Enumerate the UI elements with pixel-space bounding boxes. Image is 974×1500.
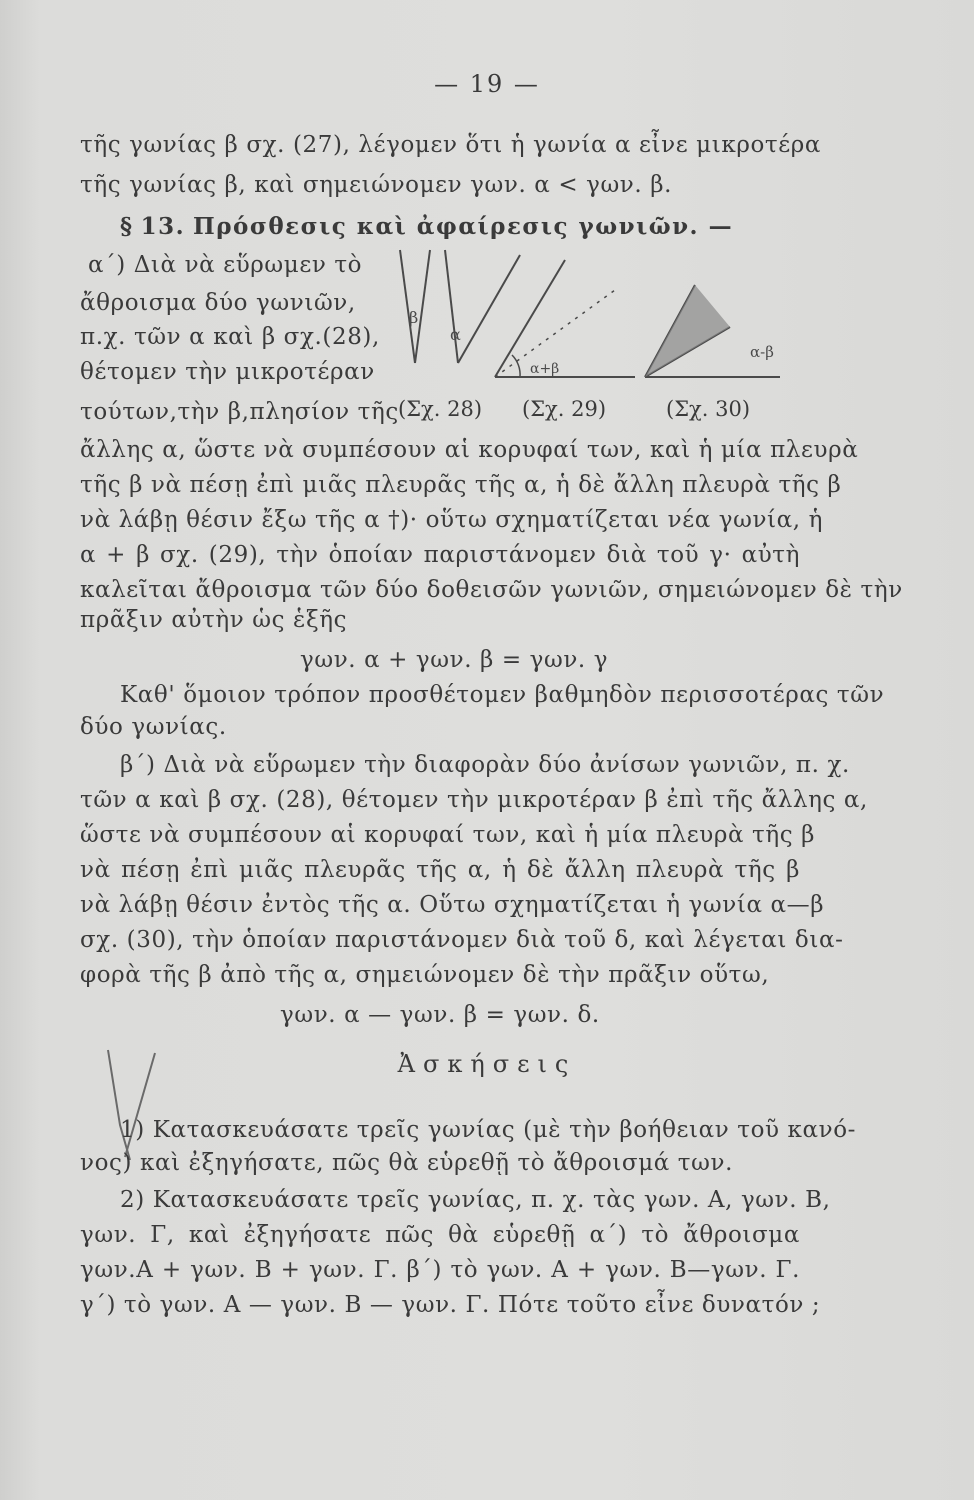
left-col-line: θέτομεν τὴν μικροτέραν [80,359,375,385]
formula-sum: γων. α + γων. β = γων. γ [300,647,609,673]
section-number: 13. [140,213,186,240]
left-col-line: α΄) Διὰ νὰ εὕρωμεν τὸ [88,252,363,278]
fig-label-sum: α+β [530,361,560,377]
text-line: ὥστε νὰ συμπέσουν αἱ κορυφαί των, καὶ ἡ μία πλευρὰ τῆς β [80,822,816,848]
text-line: τῆς γωνίας β, καὶ σημειώνομεν γων. α < γων. β. [80,172,673,198]
fig28-beta-side1 [400,250,415,363]
text-line: πρᾶξιν αὐτὴν ὡς ἑξῆς [80,607,348,633]
fig30-caption: (Σχ. 30) [666,397,751,421]
exercises-title: Ἀσκήσεις [397,1050,577,1078]
exercise-line: 1) Κατασκευάσατε τρεῖς γωνίας (μὲ τὴν βοήθειαν τοῦ κανό- [120,1117,857,1143]
text-line: σχ. (30), τὴν ὁποίαν παριστάνομεν διὰ τοῦ δ, καὶ λέγεται δια- [80,927,844,953]
exercise-line: νος) καὶ ἐξηγήσατε, πῶς θὰ εὑρεθῇ τὸ ἄθροισμά των. [80,1150,733,1176]
text-line: νὰ πέσῃ ἐπὶ μιᾶς πλευρᾶς τῆς α, ἡ δὲ ἄλλη πλευρὰ τῆς β [80,857,800,883]
handwritten-x-mark [100,1045,160,1165]
text-line: τῶν α καὶ β σχ. (28), θέτομεν τὴν μικροτέραν β ἐπὶ τῆς ἄλλης α, [80,787,868,813]
formula-difference: γων. α — γων. β = γων. δ. [280,1002,600,1028]
fig29-arc [512,355,520,377]
text-line: νὰ λάβῃ θέσιν ἔξω τῆς α †)· οὕτω σχηματίζεται νέα γωνία, ἡ [80,507,824,533]
fig28-alpha-side1 [445,250,458,363]
text-line: τῆς β νὰ πέσῃ ἐπὶ μιᾶς πλευρᾶς τῆς α, ἡ δὲ ἄλλη πλευρὰ τῆς β [80,472,842,498]
fig29-side [495,260,565,377]
angle-figures [380,245,820,395]
text-line: ἄλλης α, ὥστε νὰ συμπέσουν αἱ κορυφαί των, καὶ ἡ μία πλευρὰ [80,437,859,463]
text-line: α + β σχ. (29), τὴν ὁποίαν παριστάνομεν διὰ τοῦ γ· αὐτὴ [80,542,800,568]
fig29-caption: (Σχ. 29) [522,397,607,421]
text-line: νὰ λάβῃ θέσιν ἐντὸς τῆς α. Οὕτω σχηματίζεται ἡ γωνία α—β [80,892,825,918]
exercise-line: γων. Γ, καὶ ἐξηγήσατε πῶς θὰ εὑρεθῇ α΄) τὸ ἄθροισμα [80,1222,800,1248]
page-number: — 19 — [434,70,540,98]
text-line: Καθ' ὅμοιον τρόπον προσθέτομεν βαθμηδὸν περισσοτέρας τῶν [120,682,885,708]
text-line: τῆς γωνίας β σχ. (27), λέγομεν ὅτι ἡ γωνία α εἶνε μικροτέρα [80,132,821,158]
fig28-alpha-side2 [458,255,520,363]
text-line: δύο γωνίας. [80,714,227,740]
text-line: φορὰ τῆς β ἀπὸ τῆς α, σημειώνομεν δὲ τὴν πρᾶξιν οὕτω, [80,962,770,988]
section-title: Πρόσθεσις καὶ ἀφαίρεσις γωνιῶν. — [193,213,734,240]
fig28-beta-side2 [415,250,430,363]
fig-label-diff: α-β [750,343,774,361]
left-col-line: π.χ. τῶν α καὶ β σχ.(28), [80,324,380,350]
section-symbol: § [120,213,133,240]
fig-label-beta: β [409,308,419,327]
left-col-line: τούτων,τὴν β,πλησίον τῆς [80,399,399,425]
fig28-caption: (Σχ. 28) [398,397,483,421]
text-line: καλεῖται ἄθροισμα τῶν δύο δοθεισῶν γωνιῶν, σημειώνομεν δὲ τὴν [80,577,903,603]
exercise-line: γων.Α + γων. Β + γων. Γ. β΄) τὸ γων. Α + γων. Β—γων. Γ. [80,1257,800,1283]
text-line: β΄) Διὰ νὰ εὕρωμεν τὴν διαφορὰν δύο ἀνίσων γωνιῶν, π. χ. [120,752,850,778]
section-heading [120,212,800,242]
left-col-line: ἄθροισμα δύο γωνιῶν, [80,290,356,316]
exercise-line: 2) Κατασκευάσατε τρεῖς γωνίας, π. χ. τὰς γων. Α, γων. Β, [120,1187,831,1213]
fig-label-alpha: α [450,325,461,344]
exercise-line: γ΄) τὸ γων. Α — γων. Β — γων. Γ. Πότε τοῦτο εἶνε δυνατόν ; [80,1292,821,1318]
